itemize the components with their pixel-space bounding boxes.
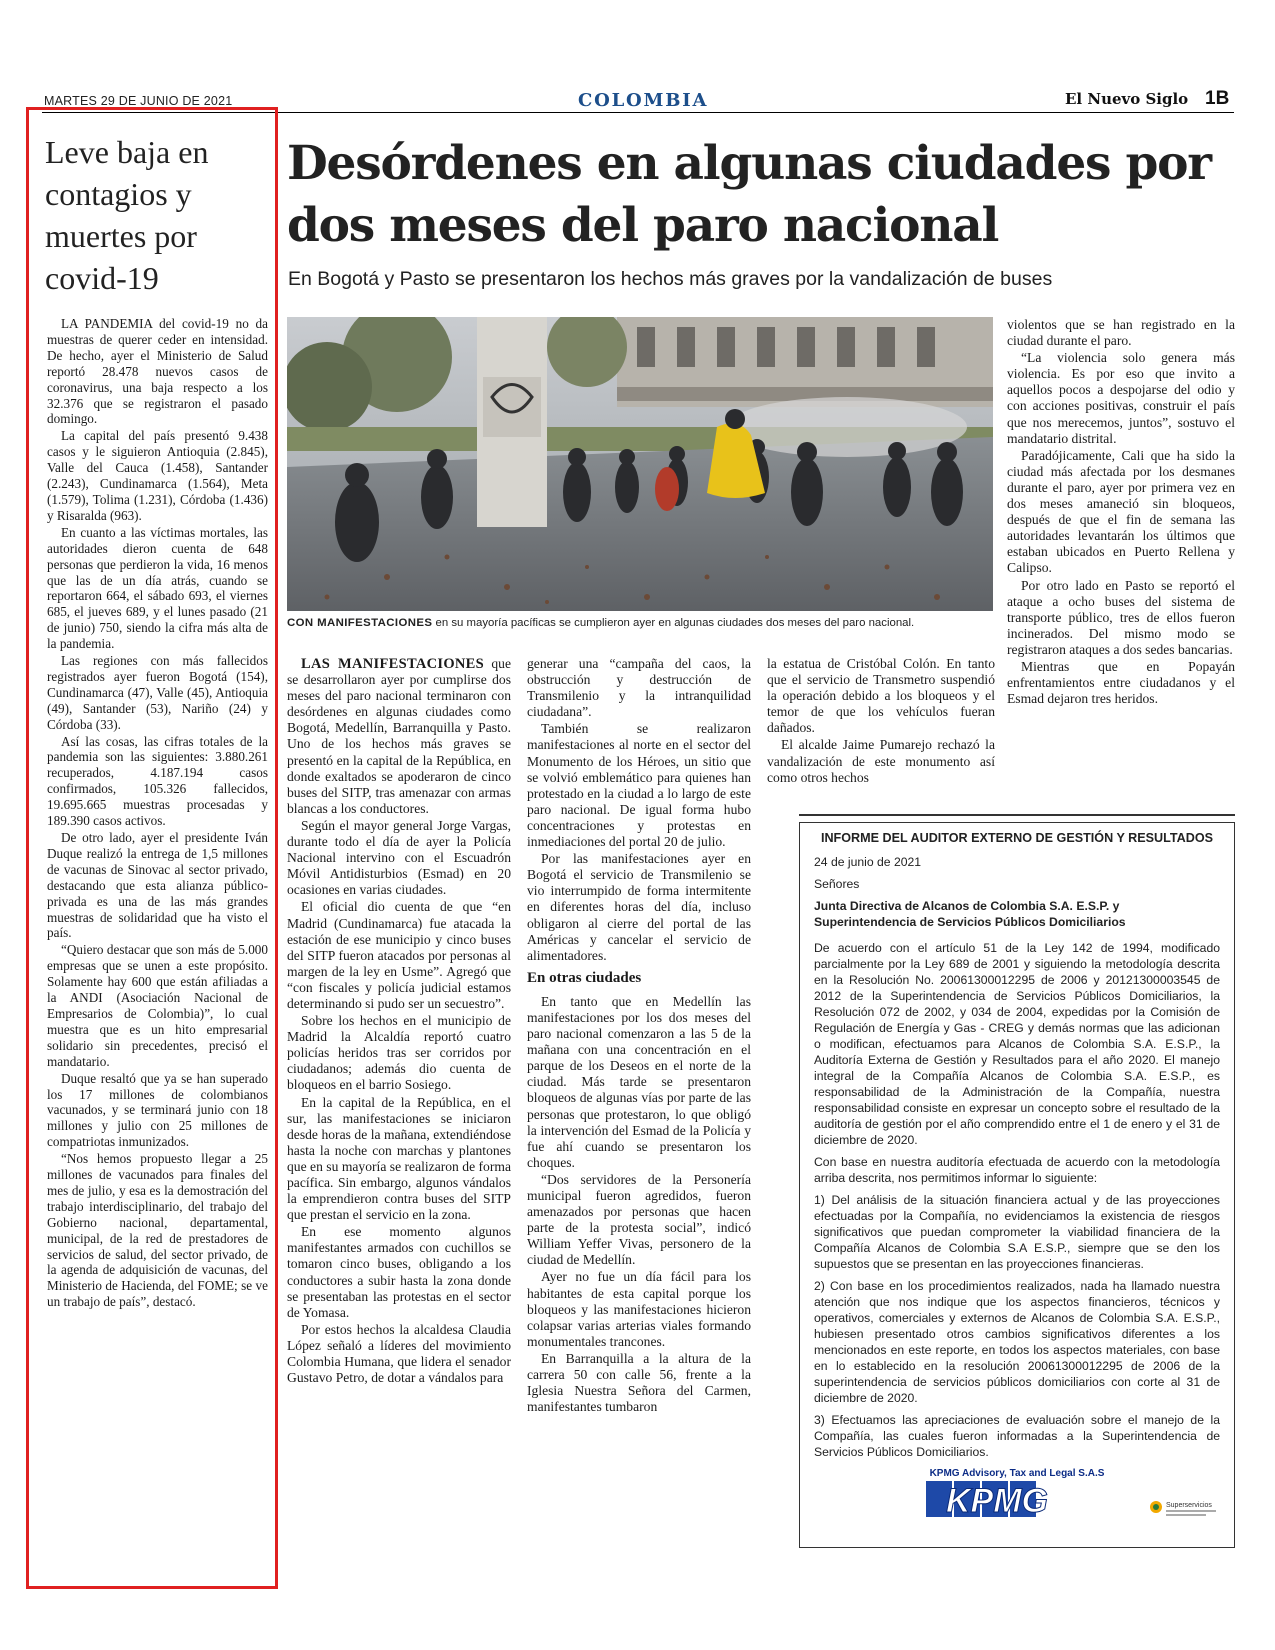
article-paragraph: También se realizaron manifestaciones al norte en el sector del Monumento de los Héroes, un sitio que se volvió emblemático para quienes han protestado en la ciudad a lo largo de este paro nacional. De igual forma hubo concentraciones y protestas en inmediaciones del portal 20 de julio. — [527, 721, 751, 850]
sidebar-paragraph: Las regiones con más fallecidos registrados ayer fueron Bogotá (154), Cundinamarca (47), Valle (45), Antioquia (49), Santander (53), Nariño (24) y Córdoba (33). — [47, 653, 268, 732]
article-paragraph: Por estos hechos la alcaldesa Claudia López señaló a líderes del movimiento Colombia Humana, que lidera el senador Gustavo Petro, de dotar a vándalos para — [287, 1321, 511, 1386]
article-column-2 — [527, 656, 751, 1416]
article-paragraph: LAS MANIFESTACIONES que se desarrollaron ayer por cumplirse dos meses del paro nacional terminaron con desórdenes en algunas ciudades como Bogotá, Medellín, Barranquilla y Pasto. Uno de los hechos más graves se presentó en la capital de la República, en donde exaltados se apoderaron de cinco buses del SITP, tras amenazar con armas blancas a los conductores. — [287, 656, 511, 816]
sidebar-body — [47, 316, 268, 1311]
sidebar-paragraph: En cuanto a las víctimas mortales, las autoridades dieron cuenta de 648 personas que perdieron la vida, 16 menos que las de un día atrás, cuando se reportaron 664, el sábado 693, el viernes 685, el jueves 689, y el lunes pasado (21 de junio) 750, siendo la cifra más alta de la pandemia. — [47, 524, 268, 652]
protest-photo-illustration — [287, 317, 993, 611]
superservicios-logo-text: Superservicios — [1166, 1502, 1212, 1509]
notice-top-rule — [799, 814, 1235, 816]
article-paragraph: En tanto que en Medellín las manifestaciones por los dos meses del paro nacional comenzaron a las 5 de la mañana con una concentración en el parque de los Deseos en el norte de la ciudad. Más tarde se presentaron bloqueos de algunas vías por parte de las personas que protestaron, lo que obligó la intervención del Esmad de la Policía y fue ahí cuando se presentaron los choques. — [527, 993, 751, 1170]
superservicios-logo — [1148, 1495, 1222, 1521]
article-paragraph: Sobre los hechos en el municipio de Madrid la Alcaldía reportó cuatro policías heridos tras ser corridos por ciudadanos; además dio cuenta de bloqueos en el barrio Sosiego. — [287, 1013, 511, 1093]
article-subheading: En otras ciudades — [527, 969, 642, 986]
photo-caption: CON MANIFESTACIONES en su mayoría pacíficas se cumplieron ayer en algunas ciudades dos meses del paro nacional. — [287, 617, 915, 629]
article-headline: Desórdenes en algunas ciudades por dos meses del paro nacional — [287, 136, 1211, 253]
article-paragraph: “La violencia solo genera más violencia. Es por eso que invito a aquellos pocos a despojarse del odio y con acciones positivas, construir el país que nos merecemos, juntos”, sostuvo el mandatario distrital. — [1007, 350, 1235, 446]
issue-date: MARTES 29 DE JUNIO DE 2021 — [44, 94, 233, 108]
notice-salutation: Señores — [814, 877, 860, 891]
article-paragraph: la estatua de Cristóbal Colón. En tanto que el servicio de Transmetro suspendió la operación debido a los bloqueos y el temor de que los vehículos fueran dañados. — [767, 656, 995, 736]
notice-paragraph: Con base en nuestra auditoría efectuada de acuerdo con la metodología arriba descrita, nos permitimos informar lo siguiente: — [814, 1155, 1220, 1185]
article-paragraph: En la capital de la República, en el sur, las manifestaciones se iniciaron desde horas de la mañana, extendiéndose hasta la noche con marchas y plantones que en su mayoría se realizaron de forma pacífica. Sin embargo, algunos vándalos la emprendieron contra buses del SITP que prestan el servicio en la zona. — [287, 1094, 511, 1223]
sidebar-paragraph: “Quiero destacar que son más de 5.000 empresas que se unen a este propósito. Solamente hay 600 que están afiliadas a la ANDI (Asociación Nacional de Empresarios de Colombia)”, lo cual muestra que es un hito empresarial solidario sin precedentes, precisó el mandatario. — [47, 942, 268, 1069]
article-column-1 — [287, 656, 511, 1387]
article-paragraph: Según el mayor general Jorge Vargas, durante todo el día de ayer la Policía Nacional intervino con el Escuadrón Móvil Antidisturbios (Esmad) en 20 ocasiones en varias ciudades. — [287, 817, 511, 898]
notice-date: 24 de junio de 2021 — [814, 855, 922, 869]
sidebar-title: Leve baja en contagios y muertes por covid-19 — [45, 134, 209, 296]
article-paragraph: “Dos servidores de la Personería municipal fueron agredidos, fueron amenazados por personas que hacen parte de la protesta social”, indicó William Yeffer Vivas, personero de la ciudad de Medellín. — [527, 1171, 751, 1268]
notice-paragraph: De acuerdo con el artículo 51 de la Ley 142 de 1994, modificado parcialmente por la Ley 689 de 2001 y siguiendo la metodología descrita en la Resolución No. 20061300012295 de 2006 y 20121300003545 de 2012 de la Superintendencia de Servicios Públicos Domiciliarios, la Resolución 072 de 2002, y 034 de 2004, expedidas por la Comisión de Regulación de Energía y Gas - CREG y demás normas que las adicionan o modifican, efectuamos para Alcanos de Colombia S.A. E.S.P., la Auditoría Externa de Gestión y Resultados para el año 2020. El manejo integral de la Compañía Alcanos de Colombia S.A. E.S.P., es responsabilidad de la Administración de la Compañía, nuestra responsabilidad consiste en expresar un concepto sobre el resultado de la auditoría de gestión por el año comprendido entre el 1 de enero y el 31 de diciembre de 2020. — [814, 941, 1220, 1147]
article-deck: En Bogotá y Pasto se presentaron los hechos más graves por la vandalización de buses — [288, 268, 1053, 290]
caption-caps: CON MANIFESTACIONES — [287, 617, 433, 629]
article-paragraph: El alcalde Jaime Pumarejo rechazó la vandalización de este monumento así como otros hechos — [767, 737, 995, 785]
article-column-3 — [767, 656, 995, 787]
article-paragraph: Por las manifestaciones ayer en Bogotá el servicio de Transmilenio se vio interrumpido de forma intermitente en diferentes horas del día, incluso obligaron al cierre del portal de las Américas y cancelar el servicio de alimentadores. — [527, 851, 751, 963]
page-number: 1B — [1205, 88, 1230, 109]
sidebar-paragraph: “Nos hemos propuesto llegar a 25 millones de vacunados para finales del mes de julio, y esa es la demostración del trabajo interdisciplinario, del trabajo del Gobierno nacional, departamental, municipal, de la red de prestadores de servicios de salud, del sector privado, de la agenda de adquisición de vacunas, del Ministerio de Hacienda, del FOME; se ve un trabajo de país”, destacó. — [47, 1151, 268, 1310]
sidebar-paragraph: LA PANDEMIA del covid-19 no da muestras de querer ceder en intensidad. De hecho, ayer el Ministerio de Salud reportó 28.478 nuevos casos de coronavirus, una baja respecto a los 32.376 que se registraron el pasado domingo. — [47, 316, 269, 427]
article-column-4 — [1007, 317, 1235, 708]
kpmg-logo-text: KPMG — [946, 1482, 1048, 1520]
notice-paragraph: 1) Del análisis de la situación financiera actual y de las proyecciones efectuadas por la Compañía, no evidenciamos la existencia de riesgos significativos que puedan comprometer la viabilidad financiera de la Compañía Alcanos de Colombia S.A E.S.P., siempre que se den los supuestos que se presentan en las proyecciones financieras. — [814, 1193, 1220, 1271]
article-paragraph: generar una “campaña del caos, la obstrucción y destrucción de Transmilenio y la intranquilidad ciudadana”. — [527, 656, 751, 720]
protest-photo — [287, 317, 993, 611]
sidebar-paragraph: De otro lado, ayer el presidente Iván Duque realizó la entrega de 1,5 millones de vacunas de Sinovac al sector privado, destacando que esta alianza público-privada es una de las más grandes muestras de solidaridad que ha visto el país. — [47, 830, 268, 941]
article-paragraph: En ese momento algunos manifestantes armados con cuchillos se tomaron cinco buses, obligando a los conductores a subir hasta la zona donde se presentaban las protestas en el sector de Yomasa. — [287, 1224, 511, 1320]
notice-addressee: Junta Directiva de Alcanos de Colombia S.A. E.S.P. y Superintendencia de Servicios Públicos Domiciliarios — [814, 899, 1126, 929]
article-paragraph: violentos que se han registrado en la ciudad durante el paro. — [1007, 317, 1235, 349]
article-lead-caps: LAS MANIFESTACIONES — [301, 656, 485, 672]
auditor-notice — [799, 822, 1235, 1548]
notice-signature: KPMG Advisory, Tax and Legal S.A.S — [929, 1468, 1105, 1479]
kpmg-logo — [926, 1475, 1068, 1521]
article-paragraph: Ayer no fue un día fácil para los habitantes de esta capital porque los bloqueos y las manifestaciones hicieron colapsar varias arterias viales formando monumentales trancones. — [527, 1269, 751, 1349]
sidebar-paragraph: Duque resaltó que ya se han superado los 17 millones de colombianos vacunados, y se terminará junio con 18 millones y julio con 25 millones de compatriotas inmunizados. — [47, 1070, 268, 1150]
sidebar-paragraph: La capital del país presentó 9.438 casos y le siguieron Antioquia (2.845), Valle del Cauca (1.458), Santander (2.243), Cundinamarca (1.564), Meta (1.579), Tolima (1.231), Córdoba (1.436) y Risaralda (963). — [47, 428, 268, 523]
notice-paragraph: 3) Efectuamos las apreciaciones de evaluación sobre el manejo de la Compañía, las cuales fueron informadas a la Superintendencia de Servicios Públicos Domiciliarios. — [814, 1413, 1220, 1459]
article-paragraph: El oficial dio cuenta de que “en Madrid (Cundinamarca) fue atacada la estación de ese municipio y cinco buses del SITP fueron atacados por personas al margen de la ley en Usme”. Agregó que “con fiscales y policía judicial estamos determinando si pudo ser un secuestro”. — [287, 899, 511, 1011]
notice-paragraph: 2) Con base en los procedimientos realizados, nada ha llamado nuestra atención que nos indique que los aspectos financieros, técnicos y operativos, comerciales y externos de Alcanos de Colombia S.A. E.S.P., hubiesen presentado otros cambios significativos diferentes a los mencionados en este reporte, en todos los aspectos materiales, con base en lo establecido en la resolución 20061300012295 de 2006 de la superintendencia de servicios públicos domiciliarios con corte al 31 de diciembre de 2020. — [814, 1279, 1220, 1405]
newspaper-name: El Nuevo Siglo — [1065, 90, 1189, 108]
sidebar-lead-caps: LA PANDEMIA — [61, 316, 153, 331]
section-name: COLOMBIA — [578, 90, 709, 111]
article-paragraph: Paradójicamente, Cali que ha sido la ciudad más afectada por los desmanes durante el paro, ayer por primera vez en dos meses amaneció sin bloqueos, después de que el fin de semana las autoridades levantarán los últimos que estaban ubicados en Puerto Rellena y Calipso. — [1007, 447, 1235, 576]
sidebar-paragraph: Así las cosas, las cifras totales de la pandemia son las siguientes: 3.880.261 recuperados, 4.187.194 casos confirmados, 105.326 fallecidos, 19.695.665 muestras procesadas y 189.390 casos activos. — [47, 733, 268, 829]
article-paragraph: Mientras que en Popayán enfrentamientos entre ciudadanos y el Esmad dejaron tres heridos. — [1007, 658, 1235, 707]
article-paragraph: En Barranquilla a la altura de la carrera 50 con calle 56, frente a la Iglesia Nuestra Señora del Carmen, manifestantes tumbaron — [527, 1350, 751, 1415]
article-paragraph: Por otro lado en Pasto se reportó el ataque a ocho buses del sistema de transporte público, tres de ellos fueron incinerados. Del mismo modo se registraron ataques a dos sedes bancarias. — [1007, 577, 1235, 657]
notice-title: INFORME DEL AUDITOR EXTERNO DE GESTIÓN Y RESULTADOS — [820, 831, 1214, 845]
